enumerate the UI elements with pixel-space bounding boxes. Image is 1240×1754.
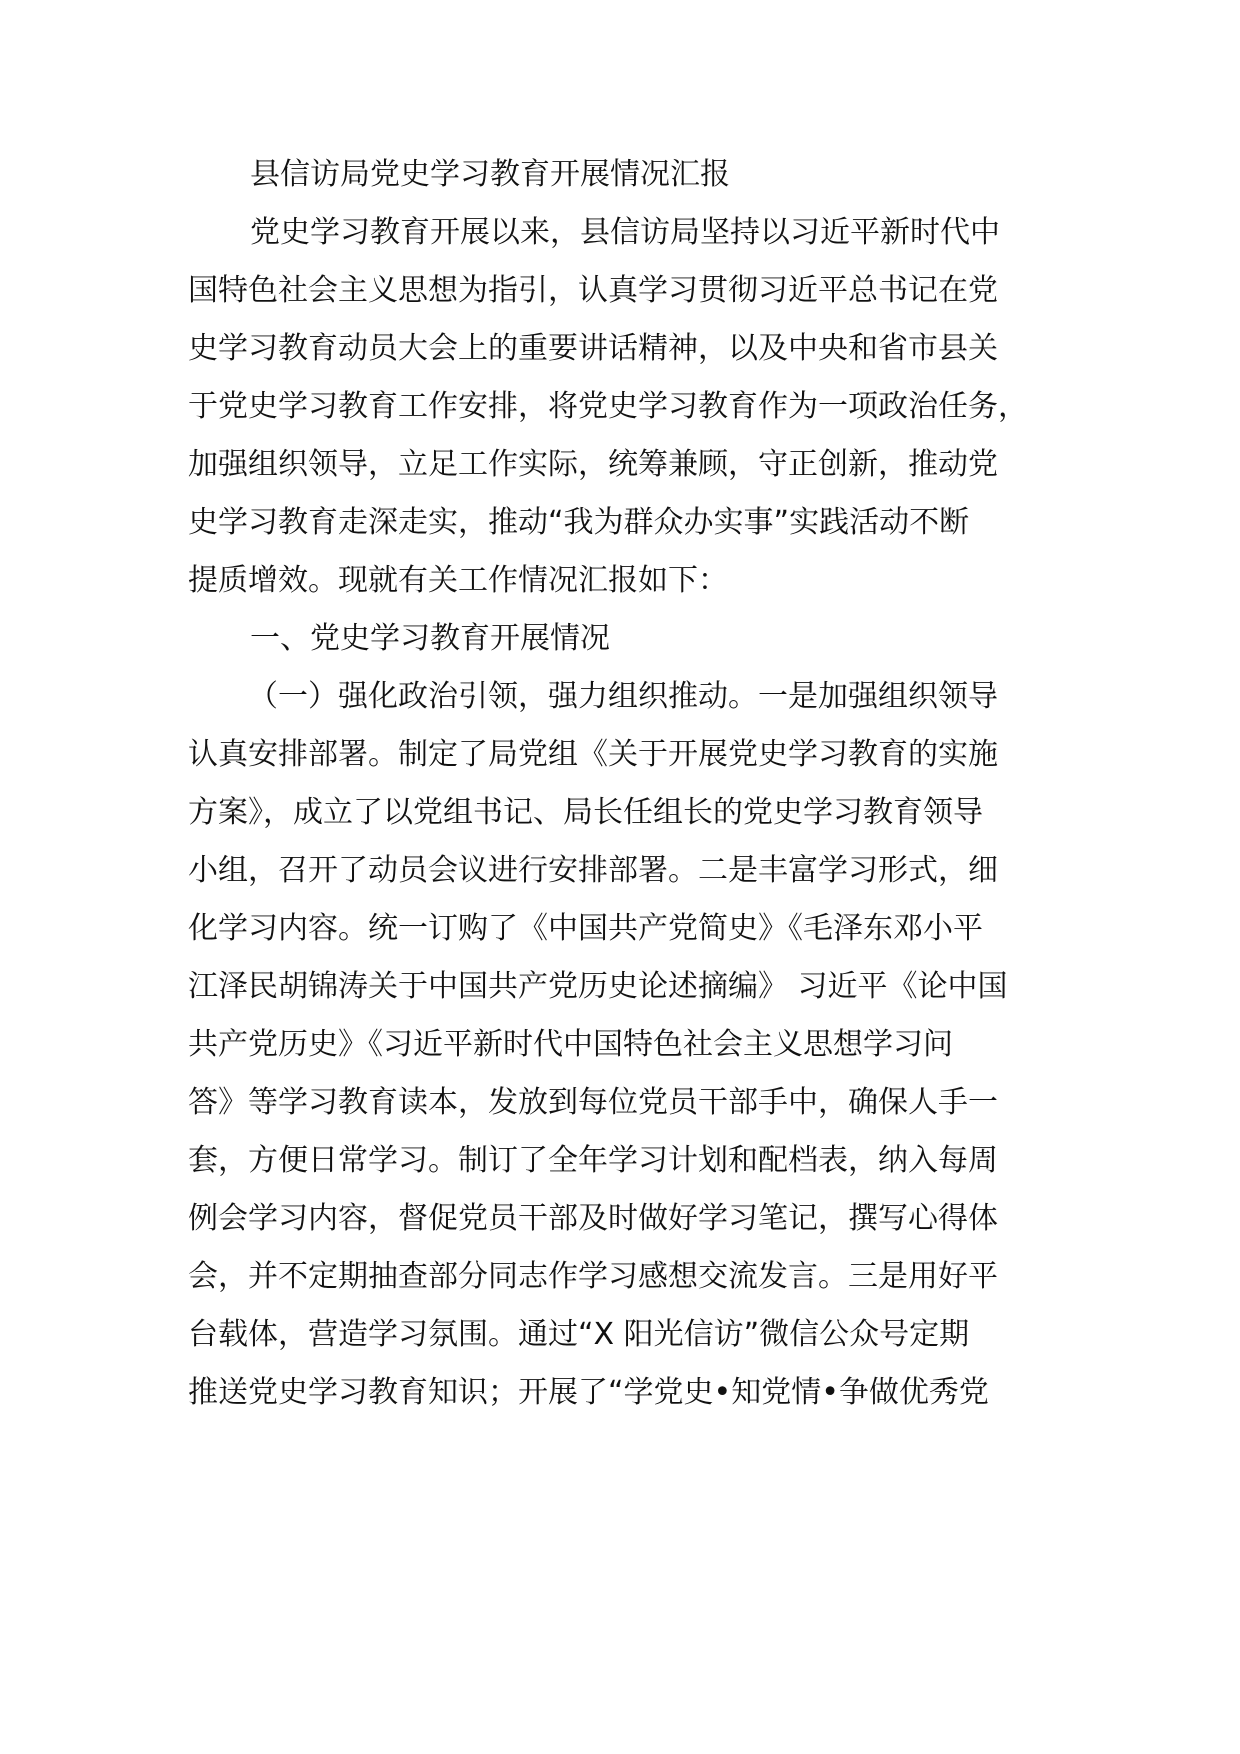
paragraph-line: 台载体，营造学习氛围。通过“X 阳光信访”微信公众号定期	[188, 1317, 970, 1352]
paragraph-line: 共产党历史》《习近平新时代中国特色社会主义思想学习问	[188, 1027, 953, 1062]
document-title: 县信访局党史学习教育开展情况汇报	[250, 157, 730, 192]
paragraph-line: 国特色社会主义思想为指引，认真学习贯彻习近平总书记在党	[188, 273, 998, 308]
paragraph-line: 于党史学习教育工作安排，将党史学习教育作为一项政治任务，	[188, 389, 1028, 424]
paragraph-line: 推送党史学习教育知识；开展了“学党史•知党情•争做优秀党	[188, 1375, 989, 1410]
paragraph-line: 套，方便日常学习。制订了全年学习计划和配档表，纳入每周	[188, 1143, 998, 1178]
paragraph-line: 江泽民胡锦涛关于中国共产党历史论述摘编》 习近平《论中国	[188, 969, 1008, 1004]
paragraph-line: 小组，召开了动员会议进行安排部署。二是丰富学习形式，细	[188, 853, 998, 888]
section-heading: 一、党史学习教育开展情况	[250, 621, 610, 656]
paragraph-line: 史学习教育动员大会上的重要讲话精神，以及中央和省市县关	[188, 331, 998, 366]
paragraph-line: 答》等学习教育读本，发放到每位党员干部手中，确保人手一	[188, 1085, 998, 1120]
paragraph-line: 史学习教育走深走实，推动“我为群众办实事”实践活动不断	[188, 505, 970, 540]
paragraph-line: 认真安排部署。制定了局党组《关于开展党史学习教育的实施	[188, 737, 998, 772]
subsection-heading-line: （一）强化政治引领，强力组织推动。一是加强组织领导	[248, 679, 998, 714]
paragraph-line: 例会学习内容，督促党员干部及时做好学习笔记，撰写心得体	[188, 1201, 998, 1236]
paragraph-line: 党史学习教育开展以来，县信访局坚持以习近平新时代中	[250, 215, 1000, 250]
paragraph-line: 提质增效。现就有关工作情况汇报如下：	[188, 563, 728, 598]
paragraph-line: 化学习内容。统一订购了《中国共产党简史》《毛泽东邓小平	[188, 911, 983, 946]
paragraph-line: 加强组织领导，立足工作实际，统筹兼顾，守正创新，推动党	[188, 447, 998, 482]
paragraph-line: 会，并不定期抽查部分同志作学习感想交流发言。三是用好平	[188, 1259, 998, 1294]
paragraph-line: 方案》，成立了以党组书记、局长任组长的党史学习教育领导	[188, 795, 983, 830]
